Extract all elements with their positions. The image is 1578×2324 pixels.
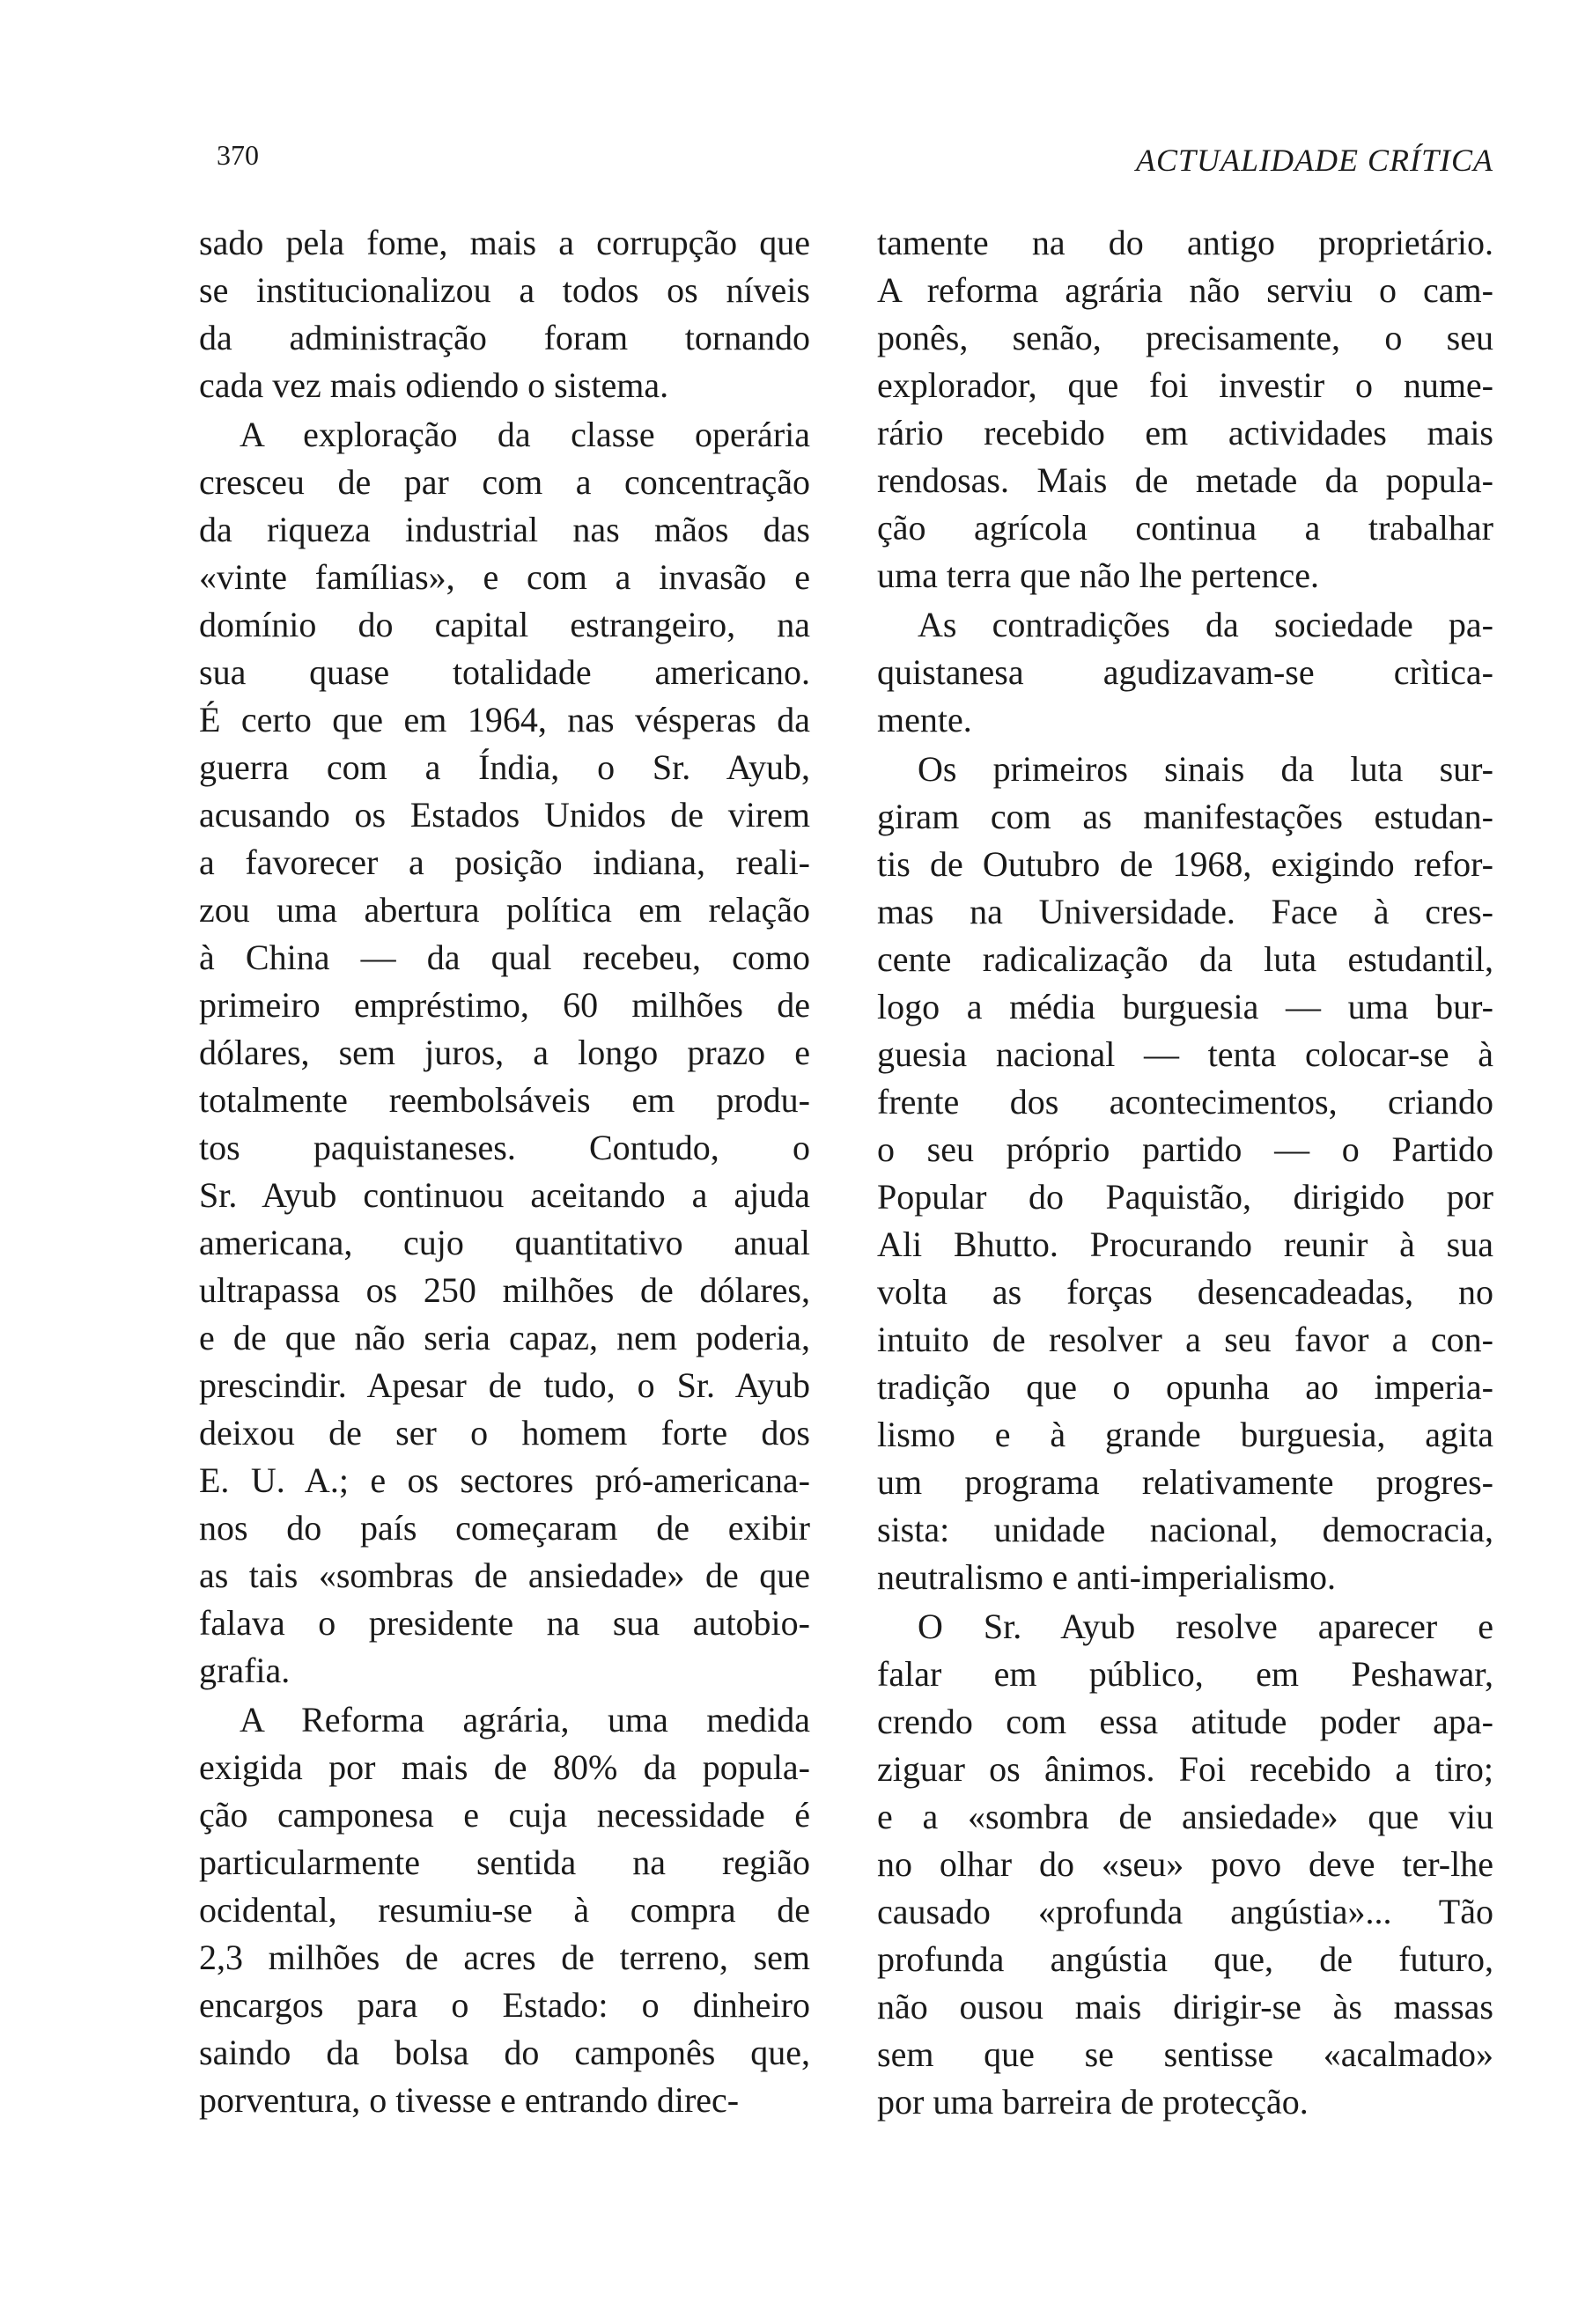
text-line: sista: unidade nacional, democracia, [877, 1510, 1493, 1549]
text-line: encargos para o Estado: o dinheiro [199, 1985, 810, 2025]
text-line: grafia. [199, 1651, 291, 1690]
text-line: totalmente reembolsáveis em produ- [199, 1080, 810, 1120]
text-line: tos paquistaneses. Contudo, o [199, 1128, 810, 1167]
text-line: 2,3 milhões de acres de terreno, sem [199, 1938, 810, 1977]
text-line: ocidental, resumiu-se à compra de [199, 1890, 810, 1930]
text-line: não ousou mais dirigir-se às massas [877, 1987, 1493, 2026]
text-line: da riqueza industrial nas mãos das [199, 510, 810, 549]
text-line: O Sr. Ayub resolve aparecer e [918, 1607, 1493, 1646]
text-line: giram com as manifestações estudan- [877, 797, 1493, 836]
text-line: tamente na do antigo proprietário. [877, 223, 1493, 262]
text-line: da administração foram tornando [199, 318, 810, 357]
text-line: As contradições da sociedade pa- [918, 605, 1493, 644]
text-line: cresceu de par com a concentração [199, 462, 810, 502]
text-line: exigida por mais de 80% da popula- [199, 1747, 810, 1787]
text-line: ção agrícola continua a trabalhar [877, 508, 1493, 548]
text-line: sado pela fome, mais a corrupção que [199, 223, 810, 262]
text-line: guerra com a Índia, o Sr. Ayub, [199, 747, 810, 787]
text-line: guesia nacional — tenta colocar-se à [877, 1034, 1493, 1074]
text-line: ponês, senão, precisamente, o seu [877, 318, 1493, 357]
text-line: Ali Bhutto. Procurando reunir à sua [877, 1225, 1493, 1264]
text-line: primeiro empréstimo, 60 milhões de [199, 985, 810, 1025]
text-line: à China — da qual recebeu, como [199, 938, 810, 977]
text-line: sua quase totalidade americano. [199, 652, 810, 692]
paragraph [199, 411, 810, 1695]
text-line: causado «profunda angústia»... Tão [877, 1892, 1493, 1931]
page-number: 370 [217, 139, 259, 171]
text-line: E. U. A.; e os sectores pró-americana- [199, 1460, 810, 1500]
text-line: ziguar os ânimos. Foi recebido a tiro; [877, 1749, 1493, 1789]
text-line: prescindir. Apesar de tudo, o Sr. Ayub [199, 1365, 810, 1405]
right-column [877, 219, 1493, 2126]
paragraph [877, 1603, 1493, 2126]
text-line: tradição que o opunha ao imperia- [877, 1367, 1493, 1407]
text-line: as tais «sombras de ansiedade» de que [199, 1555, 810, 1595]
text-line: a favorecer a posição indiana, reali- [199, 842, 810, 882]
text-line: rendosas. Mais de metade da popula- [877, 460, 1493, 500]
text-line: porventura, o tivesse e entrando direc- [199, 2080, 740, 2120]
running-title: ACTUALIDADE CRÍTICA [1136, 143, 1493, 178]
text-line: saindo da bolsa do camponês que, [199, 2033, 810, 2072]
text-line: zou uma abertura política em relação [199, 890, 810, 930]
text-line: e a «sombra de ansiedade» que viu [877, 1797, 1493, 1836]
text-line: frente dos acontecimentos, criando [877, 1082, 1493, 1122]
text-line: por uma barreira de protecção. [877, 2082, 1309, 2122]
text-line: neutralismo e anti-imperialismo. [877, 1557, 1336, 1597]
text-line: se institucionalizou a todos os níveis [199, 270, 810, 310]
text-line: É certo que em 1964, nas vésperas da [199, 700, 810, 739]
text-line: Sr. Ayub continuou aceitando a ajuda [199, 1175, 810, 1215]
text-line: dólares, sem juros, a longo prazo e [199, 1033, 810, 1072]
paragraph [199, 219, 810, 409]
text-line: domínio do capital estrangeiro, na [199, 605, 810, 644]
paragraph [877, 746, 1493, 1601]
text-line: Os primeiros sinais da luta sur- [918, 749, 1493, 789]
text-line: cada vez mais odiendo o sistema. [199, 365, 669, 405]
text-line: particularmente sentida na região [199, 1842, 810, 1882]
text-line: profunda angústia que, de futuro, [877, 1939, 1493, 1979]
text-line: e de que não seria capaz, nem poderia, [199, 1318, 810, 1357]
text-line: ultrapassa os 250 milhões de dólares, [199, 1270, 810, 1310]
text-line: A exploração da classe operária [240, 415, 810, 454]
text-line: falar em público, em Peshawar, [877, 1654, 1493, 1694]
text-line: Popular do Paquistão, dirigido por [877, 1177, 1493, 1217]
text-line: um programa relativamente progres- [877, 1462, 1493, 1502]
text-line: crendo com essa atitude poder apa- [877, 1702, 1493, 1741]
text-line: no olhar do «seu» povo deve ter-lhe [877, 1844, 1493, 1884]
text-line: explorador, que foi investir o nume- [877, 365, 1493, 405]
text-line: acusando os Estados Unidos de virem [199, 795, 810, 835]
text-line: lismo e à grande burguesia, agita [877, 1415, 1493, 1454]
text-line: logo a média burguesia — uma bur- [877, 987, 1493, 1026]
paragraph [877, 219, 1493, 599]
left-column [199, 219, 810, 2124]
text-line: sem que se sentisse «acalmado» [877, 2034, 1493, 2074]
text-line: mente. [877, 700, 972, 739]
text-line: «vinte famílias», e com a invasão e [199, 557, 810, 597]
text-line: volta as forças desencadeadas, no [877, 1272, 1493, 1312]
text-line: americana, cujo quantitativo anual [199, 1223, 810, 1262]
paragraph [877, 601, 1493, 744]
text-line: A Reforma agrária, uma medida [240, 1700, 810, 1739]
text-line: tis de Outubro de 1968, exigindo refor- [877, 844, 1493, 884]
text-line: uma terra que não lhe pertence. [877, 555, 1319, 595]
text-line: intuito de resolver a seu favor a con- [877, 1320, 1493, 1359]
text-line: A reforma agrária não serviu o cam- [877, 270, 1493, 310]
text-line: deixou de ser o homem forte dos [199, 1413, 810, 1452]
text-line: rário recebido em actividades mais [877, 413, 1493, 452]
text-line: cente radicalização da luta estudantil, [877, 939, 1493, 979]
text-line: o seu próprio partido — o Partido [877, 1129, 1493, 1169]
text-line: falava o presidente na sua autobio- [199, 1603, 810, 1643]
text-line: nos do país começaram de exibir [199, 1508, 810, 1548]
text-line: ção camponesa e cuja necessidade é [199, 1795, 810, 1835]
text-line: mas na Universidade. Face à cres- [877, 892, 1493, 931]
paragraph [199, 1696, 810, 2124]
text-line: quistanesa agudizavam-se crìtica- [877, 652, 1493, 692]
